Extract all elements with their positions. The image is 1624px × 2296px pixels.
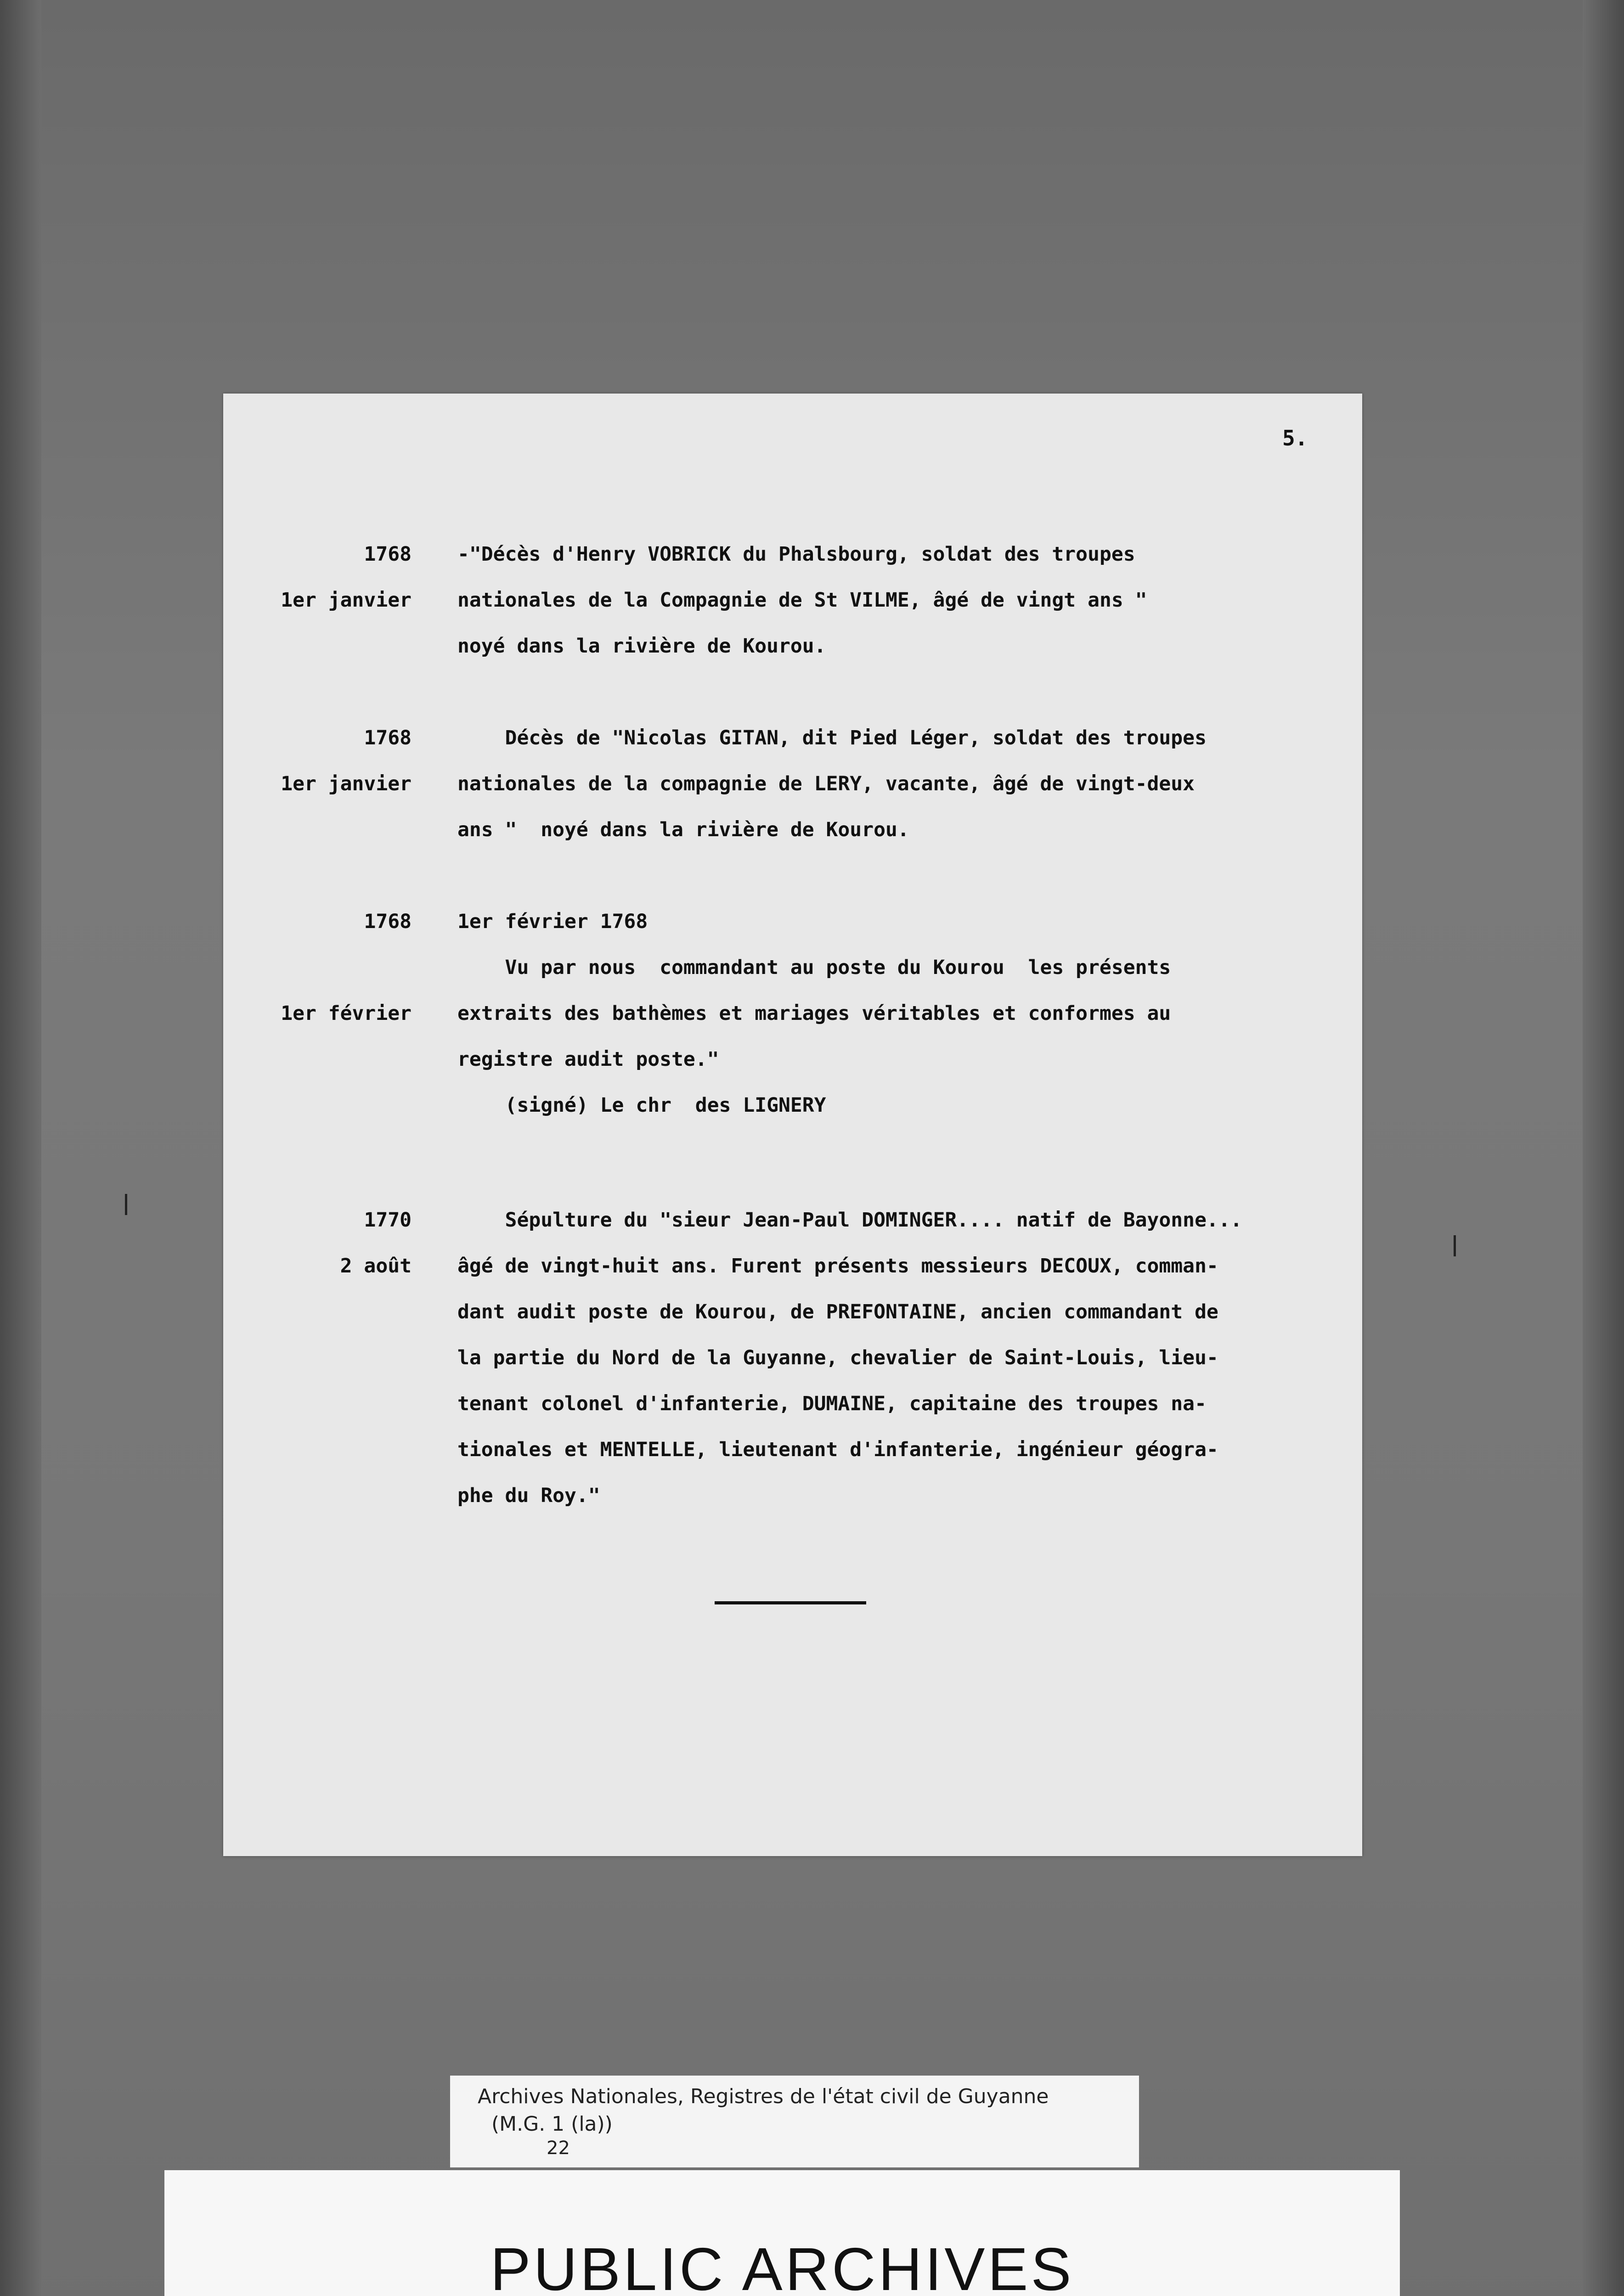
entry-line: ans " noyé dans la rivière de Kourou. — [457, 818, 909, 841]
entry-date: 1768 — [364, 726, 412, 749]
entry-date: 1770 — [364, 1209, 412, 1232]
caption-reference-denominator: 22 — [547, 2138, 570, 2159]
page-number: 5. — [1282, 426, 1308, 450]
film-edge-right — [1583, 0, 1624, 2296]
entry-date: 1768 — [364, 543, 412, 566]
entry-line: Décès de "Nicolas GITAN, dit Pied Léger, soldat des troupes — [457, 726, 1207, 749]
film-mark — [125, 1194, 127, 1215]
entry-line: dant audit poste de Kourou, de PREFONTAINE, ancien commandant de — [457, 1300, 1218, 1323]
entry-line: Sépulture du "sieur Jean-Paul DOMINGER.... natif de Bayonne... — [457, 1209, 1242, 1232]
entry-date: 1768 — [364, 910, 412, 933]
entry-line: âgé de vingt-huit ans. Furent présents messieurs DECOUX, comman- — [457, 1255, 1218, 1277]
caption-reference: (M.G. 1 (la)) — [491, 2112, 613, 2136]
entry-text — [457, 715, 1330, 853]
entry-line: nationales de la Compagnie de St VILME, âgé de vingt ans " — [457, 589, 1147, 612]
archives-stamp — [164, 2170, 1400, 2296]
entry-text — [457, 1197, 1330, 1519]
entry-line: tenant colonel d'infanterie, DUMAINE, capitaine des troupes na- — [457, 1392, 1207, 1415]
caption-source: Archives Nationales, Registres de l'état civil de Guyanne — [478, 2085, 1049, 2108]
entry-text — [457, 531, 1330, 669]
entry-line: phe du Roy." — [457, 1484, 600, 1507]
document-page — [223, 394, 1362, 1856]
entry-line: la partie du Nord de la Guyanne, chevalier de Saint-Louis, lieu- — [457, 1346, 1218, 1369]
stamp-line-public-archives: PUBLIC ARCHIVES — [490, 2235, 1074, 2296]
film-edge-left — [0, 0, 41, 2296]
entry-date: 1er janvier — [281, 589, 412, 612]
entry-date: 1er février — [281, 1002, 412, 1025]
entry-line: noyé dans la rivière de Kourou. — [457, 635, 826, 658]
entry-line: nationales de la compagnie de LERY, vacante, âgé de vingt-deux — [457, 772, 1195, 795]
entry-date: 2 août — [340, 1255, 412, 1277]
closing-rule — [715, 1601, 866, 1604]
film-mark — [1454, 1235, 1456, 1256]
entry-line: tionales et MENTELLE, lieutenant d'infanterie, ingénieur géogra- — [457, 1438, 1218, 1461]
entry-line: extraits des bathèmes et mariages véritables et conformes au — [457, 1002, 1171, 1025]
entry-line: registre audit poste." — [457, 1048, 719, 1071]
signature-line: (signé) Le chr des LIGNERY — [457, 1094, 826, 1117]
entry-text — [457, 899, 1330, 1128]
entry-line: 1er février 1768 — [457, 910, 648, 933]
entry-date: 1er janvier — [281, 772, 412, 795]
entry-line: -"Décès d'Henry VOBRICK du Phalsbourg, soldat des troupes — [457, 543, 1135, 566]
source-caption — [450, 2076, 1139, 2167]
entry-line: Vu par nous commandant au poste du Kourou les présents — [457, 956, 1171, 979]
